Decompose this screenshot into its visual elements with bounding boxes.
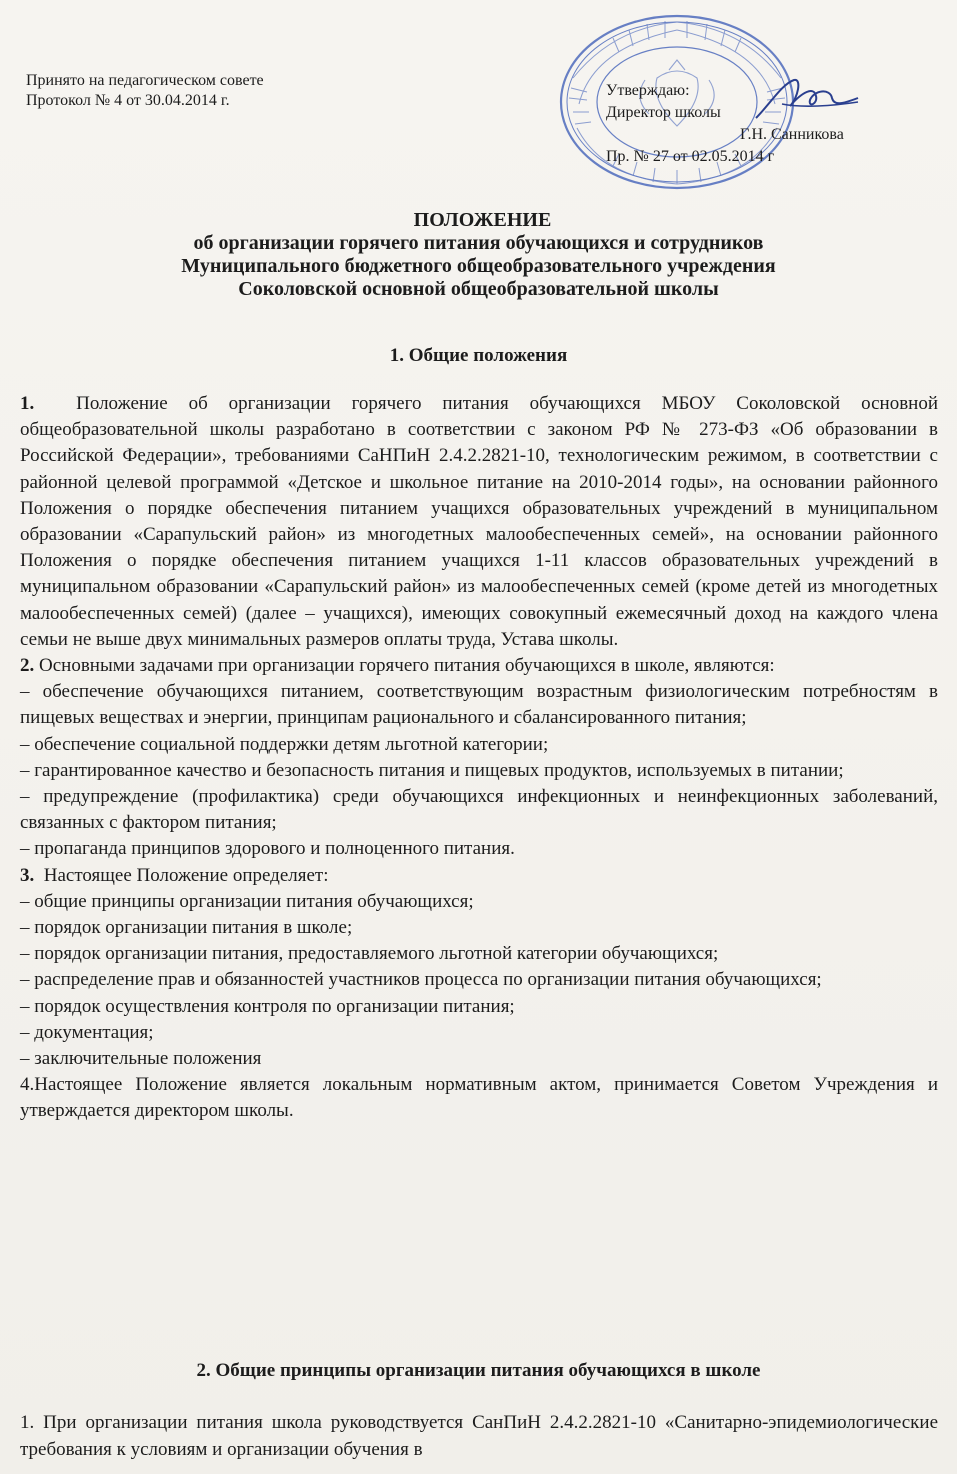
paragraph-2-text: Основными задачами при организации горячего питания обучающихся в школе, являются: <box>39 655 775 677</box>
approve-line-4: Пр. № 27 от 02.05.2014 г <box>606 148 775 165</box>
approve-line-1: Утверждаю: <box>606 82 690 99</box>
paragraph-1 <box>20 391 938 653</box>
approval-block <box>606 80 906 168</box>
title-line-2: об организации горячего питания обучающихся и сотрудников <box>193 232 764 254</box>
paragraph-2 <box>20 653 938 679</box>
paragraph-1-text: Положение об организации горячего питания обучающихся МБОУ Соколовской основной общеобразовательной школы разработано в соответствии с законом РФ № 273-ФЗ «Об образовании в Российской Федерации», требованиями СаНПиН 2.4.2.2821-10, технологическим режимом, в соответствии с районной целевой программой «Детское и школьное питание на 2010-2014 годы», на основании районного Положения о порядке обеспечения питанием учащихся образовательных учреждений в муниципальном образовании «Сарапульский район» из многодетных малообеспеченных семей», на основании районного Положения о порядке обеспечения питанием учащихся 1-11 классов образовательных учреждений в муниципальном образовании «Сарапульский район» из малообеспеченных семей (кроме детей из многодетных малообеспеченных семей) (далее – учащихся), имеющих совокупный ежемесячный доход на каждого члена семьи не выше двух минимальных размеров оплаты труда, Устава школы. <box>20 393 939 650</box>
title-line-3: Муниципального бюджетного общеобразовательного учреждения <box>181 255 776 277</box>
list-item: – пропаганда принципов здорового и полноценного питания. <box>20 838 515 860</box>
list-item: – обеспечение обучающихся питанием, соответствующим возрастным физиологическим потребностям в пищевых веществах и энергии, принципам рационального и сбалансированного питания; <box>20 681 938 729</box>
list-item: – порядок организации питания в школе; <box>20 917 353 939</box>
accepted-line-1: Принято на педагогическом совете <box>26 72 264 89</box>
section-1-heading: 1. Общие положения <box>389 345 568 366</box>
paragraph-1-number: 1. <box>20 393 35 414</box>
section-2-paragraph-1: 1. При организации питания школа руководствуется СанПиН 2.4.2.2821-10 «Санитарно-эпидемиологические требования к условиям и организации обучения в <box>20 1412 938 1460</box>
approve-line-3: Г.Н. Санникова <box>740 126 844 143</box>
list-item: – порядок осуществления контроля по организации питания; <box>20 995 515 1017</box>
accepted-line-2: Протокол № 4 от 30.04.2014 г. <box>26 92 230 109</box>
list-item: – документация; <box>20 1021 154 1043</box>
section-2-heading: 2. Общие принципы организации питания обучающихся в школе <box>196 1360 761 1381</box>
title-line-1: ПОЛОЖЕНИЕ <box>413 209 552 231</box>
approve-line-2: Директор школы <box>606 104 721 121</box>
list-item: – порядок организации питания, предоставляемого льготной категории обучающихся; <box>20 943 719 965</box>
list-item: – заключительные положения <box>20 1048 262 1070</box>
paragraph-2-number: 2. <box>20 655 35 677</box>
paragraph-3 <box>20 863 938 889</box>
section-1-body <box>20 391 938 1125</box>
list-item: – общие принципы организации питания обучающихся; <box>20 890 474 912</box>
paragraph-3-number: 3. <box>20 864 35 886</box>
paragraph-3-text: Настоящее Положение определяет: <box>43 864 329 886</box>
list-item: – обеспечение социальной поддержки детям льготной категории; <box>20 733 549 755</box>
paragraph-4: 4.Настоящее Положение является локальным нормативным актом, принимается Советом Учреждения и утверждается директором школы. <box>20 1074 938 1122</box>
list-item: – гарантированное качество и безопасность питания и пищевых продуктов, используемых в питании; <box>20 759 844 781</box>
title-line-4: Соколовской основной общеобразовательной школы <box>238 278 719 300</box>
section-2-body <box>20 1410 938 1463</box>
list-item: – предупреждение (профилактика) среди обучающихся инфекционных и неинфекционных заболеваний, связанных с фактором питания; <box>20 786 938 834</box>
document-title <box>0 209 957 301</box>
accepted-by-council-block <box>26 71 366 111</box>
list-item: – распределение прав и обязанностей участников процесса по организации питания обучающихся; <box>20 969 822 991</box>
